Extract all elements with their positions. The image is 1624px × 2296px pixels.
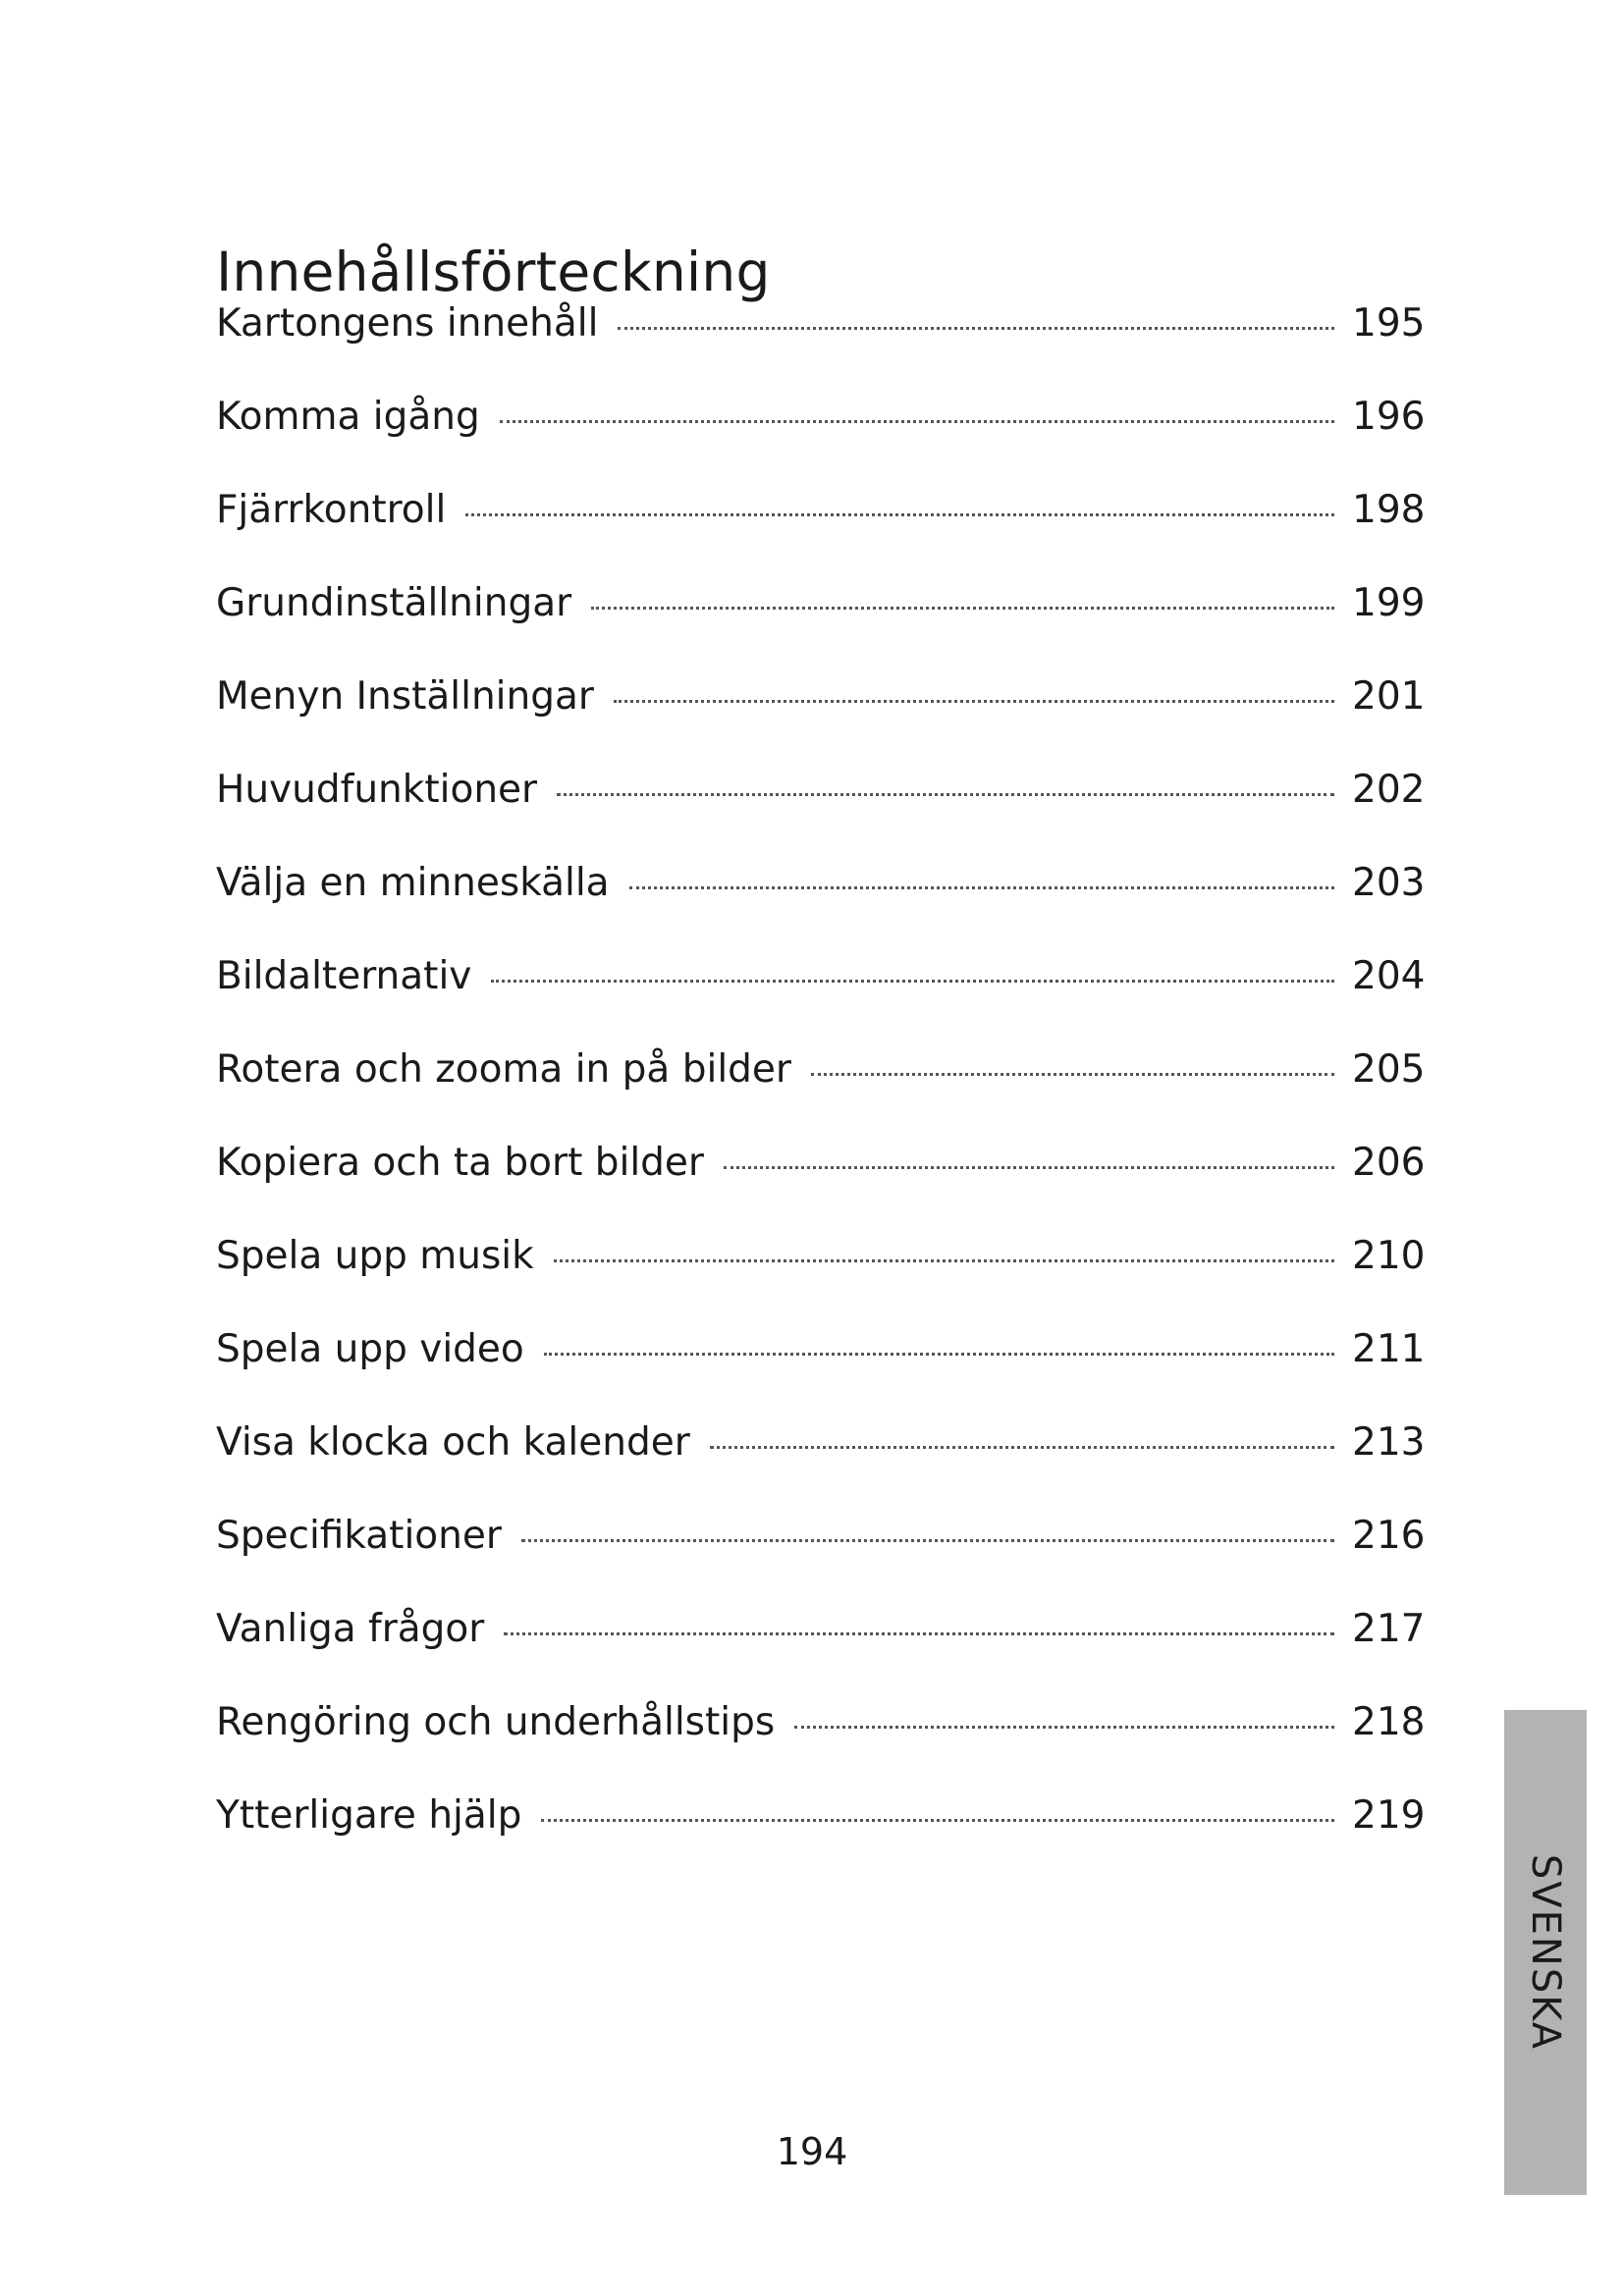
toc-entry-page: 218 bbox=[1352, 1700, 1426, 1744]
toc-entry[interactable] bbox=[216, 301, 1426, 395]
toc-entry[interactable] bbox=[216, 1700, 1426, 1793]
language-tab-label: SVENSKA bbox=[1523, 1853, 1568, 2052]
dot-leader bbox=[504, 1632, 1334, 1635]
dot-leader bbox=[544, 1353, 1334, 1356]
toc-entry-label: Rotera och zooma in på bilder bbox=[216, 1047, 791, 1092]
toc-entry[interactable] bbox=[216, 1234, 1426, 1327]
toc-entry[interactable] bbox=[216, 395, 1426, 488]
dot-leader bbox=[521, 1539, 1334, 1542]
toc-entry-label: Grundinställningar bbox=[216, 581, 572, 625]
toc-entry-label: Spela upp video bbox=[216, 1327, 524, 1371]
dot-leader bbox=[491, 980, 1334, 983]
toc-entry-page: 219 bbox=[1352, 1793, 1426, 1838]
toc-entry-label: Spela upp musik bbox=[216, 1234, 534, 1278]
toc-entry-label: Bildalternativ bbox=[216, 954, 472, 998]
dot-leader bbox=[465, 513, 1334, 516]
toc-entry-page: 216 bbox=[1352, 1514, 1426, 1558]
toc-entry-page: 195 bbox=[1352, 301, 1426, 346]
toc-entry[interactable] bbox=[216, 1514, 1426, 1607]
toc-entry-label: Visa klocka och kalender bbox=[216, 1420, 690, 1465]
toc-entry[interactable] bbox=[216, 674, 1426, 768]
dot-leader bbox=[811, 1073, 1334, 1076]
dot-leader bbox=[614, 700, 1334, 703]
toc-entry-page: 217 bbox=[1352, 1607, 1426, 1651]
dot-leader bbox=[710, 1446, 1334, 1449]
table-of-contents bbox=[216, 301, 1426, 1887]
toc-entry-label: Kartongens innehåll bbox=[216, 301, 599, 346]
page-number: 194 bbox=[776, 2130, 848, 2173]
toc-entry-page: 196 bbox=[1352, 395, 1426, 439]
dot-leader bbox=[618, 327, 1334, 330]
toc-entry-label: Rengöring och underhållstips bbox=[216, 1700, 776, 1744]
dot-leader bbox=[500, 420, 1334, 423]
toc-entry-page: 213 bbox=[1352, 1420, 1426, 1465]
dot-leader bbox=[724, 1166, 1334, 1169]
dot-leader bbox=[554, 1259, 1334, 1262]
toc-entry[interactable] bbox=[216, 1047, 1426, 1141]
toc-entry-page: 204 bbox=[1352, 954, 1426, 998]
toc-entry-label: Fjärrkontroll bbox=[216, 488, 447, 532]
toc-entry[interactable] bbox=[216, 1607, 1426, 1700]
toc-entry-page: 210 bbox=[1352, 1234, 1426, 1278]
toc-entry[interactable] bbox=[216, 954, 1426, 1047]
page-title: Innehållsförteckning bbox=[216, 240, 771, 303]
toc-entry[interactable] bbox=[216, 1327, 1426, 1420]
toc-entry-page: 211 bbox=[1352, 1327, 1426, 1371]
toc-entry-label: Komma igång bbox=[216, 395, 480, 439]
toc-entry-label: Menyn Inställningar bbox=[216, 674, 594, 719]
toc-entry-page: 203 bbox=[1352, 861, 1426, 905]
toc-entry-page: 199 bbox=[1352, 581, 1426, 625]
toc-entry-label: Specifikationer bbox=[216, 1514, 502, 1558]
toc-entry[interactable] bbox=[216, 861, 1426, 954]
toc-entry[interactable] bbox=[216, 1141, 1426, 1234]
toc-entry-label: Ytterligare hjälp bbox=[216, 1793, 522, 1838]
dot-leader bbox=[591, 607, 1334, 610]
toc-entry-label: Vanliga frågor bbox=[216, 1607, 485, 1651]
toc-entry-label: Välja en minneskälla bbox=[216, 861, 610, 905]
toc-entry[interactable] bbox=[216, 488, 1426, 581]
dot-leader bbox=[541, 1819, 1334, 1822]
toc-entry-page: 205 bbox=[1352, 1047, 1426, 1092]
dot-leader bbox=[794, 1726, 1334, 1729]
toc-entry-label: Kopiera och ta bort bilder bbox=[216, 1141, 704, 1185]
toc-entry-page: 198 bbox=[1352, 488, 1426, 532]
dot-leader bbox=[629, 886, 1334, 889]
toc-entry-page: 201 bbox=[1352, 674, 1426, 719]
toc-entry[interactable] bbox=[216, 581, 1426, 674]
toc-entry-page: 202 bbox=[1352, 768, 1426, 812]
toc-entry-label: Huvudfunktioner bbox=[216, 768, 538, 812]
toc-entry[interactable] bbox=[216, 1420, 1426, 1514]
language-tab bbox=[1504, 1710, 1587, 2195]
toc-entry[interactable] bbox=[216, 768, 1426, 861]
toc-entry[interactable] bbox=[216, 1793, 1426, 1887]
toc-entry-page: 206 bbox=[1352, 1141, 1426, 1185]
dot-leader bbox=[557, 793, 1334, 796]
